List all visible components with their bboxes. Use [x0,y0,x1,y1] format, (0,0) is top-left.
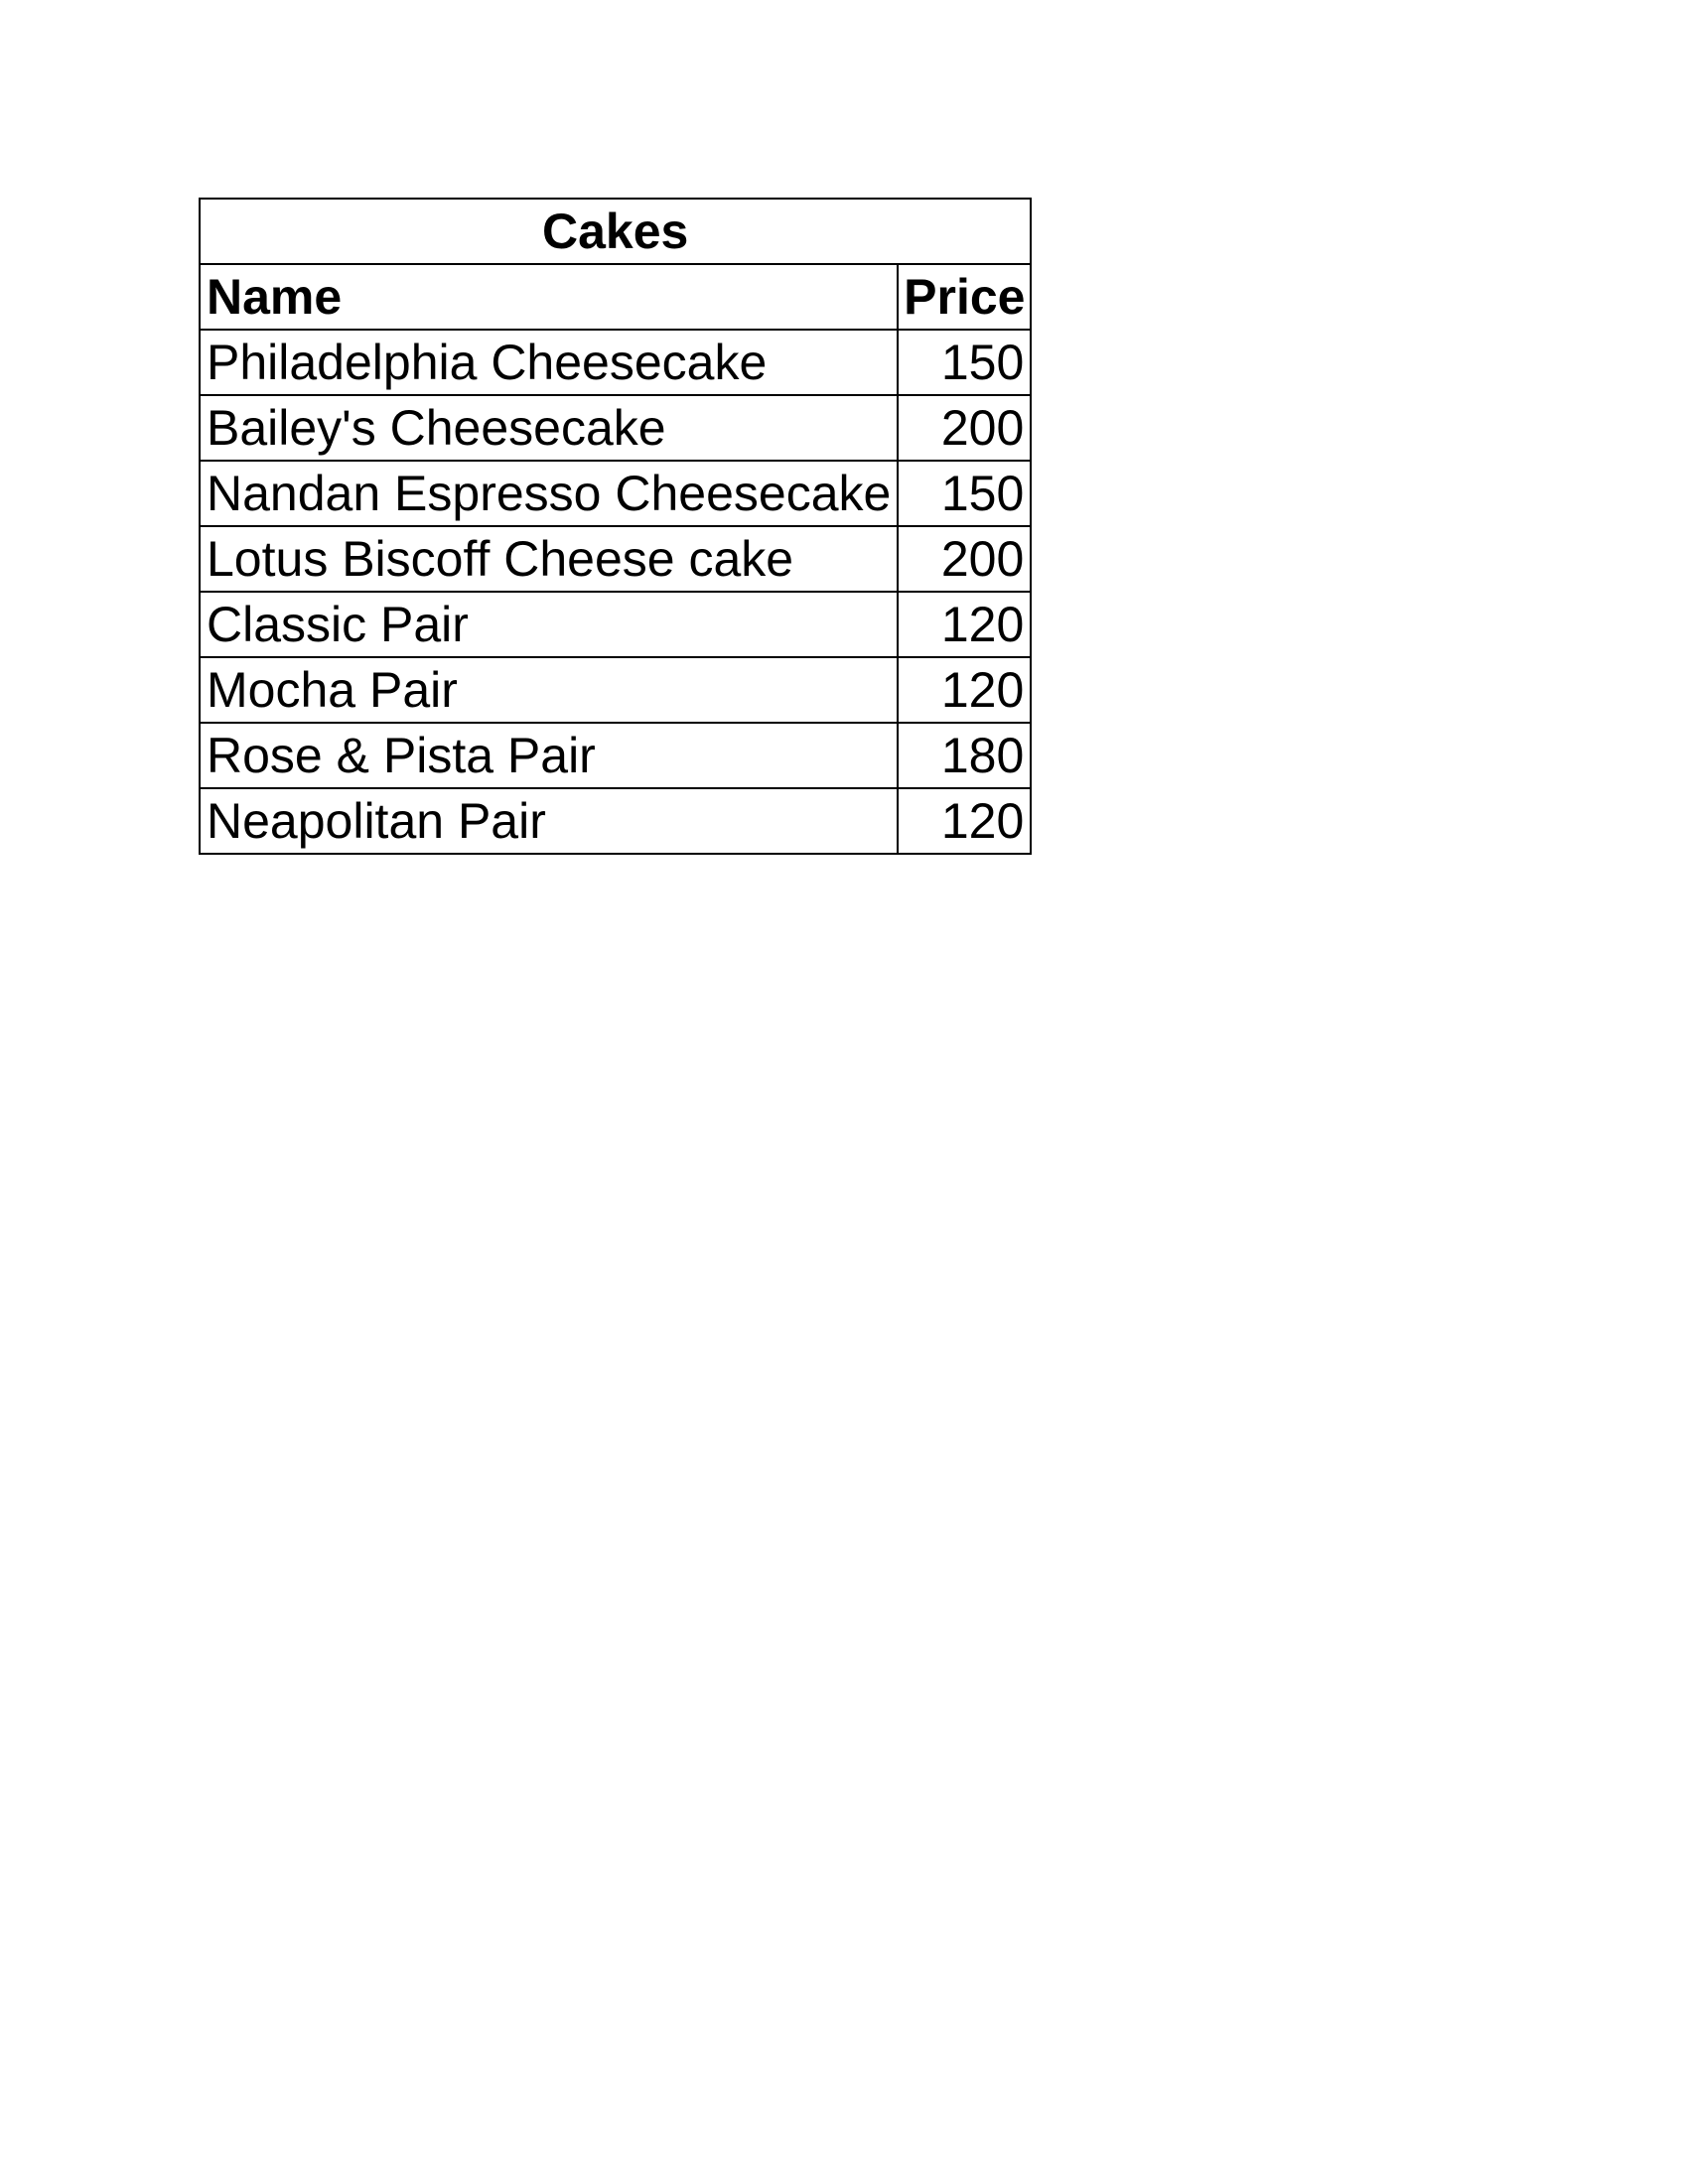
table-row [200,526,1031,592]
item-name: Bailey's Cheesecake [200,395,898,461]
table-row [200,592,1031,657]
item-price: 180 [898,723,1031,788]
item-price: 150 [898,330,1031,395]
item-price: 120 [898,657,1031,723]
table-title-row [200,199,1031,264]
item-price: 200 [898,526,1031,592]
table-row [200,723,1031,788]
item-price: 200 [898,395,1031,461]
cakes-price-table [199,198,1032,855]
item-name: Classic Pair [200,592,898,657]
table-row [200,461,1031,526]
table-row [200,330,1031,395]
column-header-price: Price [898,264,1031,330]
table-row [200,657,1031,723]
item-name: Mocha Pair [200,657,898,723]
item-name: Nandan Espresso Cheesecake [200,461,898,526]
item-price: 120 [898,788,1031,854]
table-title: Cakes [200,199,1031,264]
table-header-row [200,264,1031,330]
table-row [200,395,1031,461]
item-price: 120 [898,592,1031,657]
column-header-name: Name [200,264,898,330]
item-name: Neapolitan Pair [200,788,898,854]
item-name: Lotus Biscoff Cheese cake [200,526,898,592]
item-name: Philadelphia Cheesecake [200,330,898,395]
item-price: 150 [898,461,1031,526]
item-name: Rose & Pista Pair [200,723,898,788]
table-row [200,788,1031,854]
